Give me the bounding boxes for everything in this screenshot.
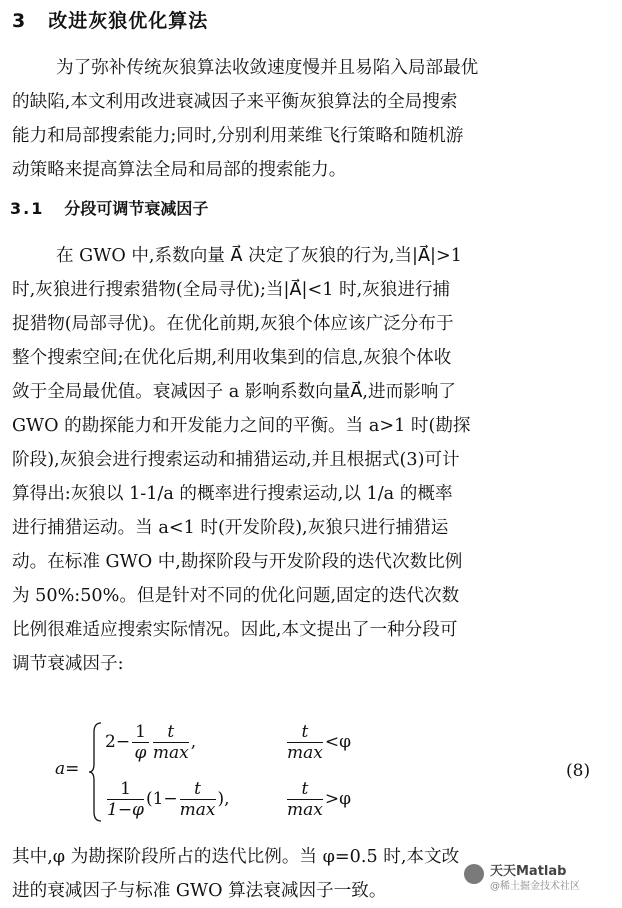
section-heading bbox=[12, 6, 208, 33]
subsection-number: 3.1 bbox=[10, 199, 45, 218]
watermark-title: 天天Matlab bbox=[490, 864, 567, 879]
paragraph-line: 算得出:灰狼以 1-1/a 的概率进行搜索运动,以 1/a 的概率 bbox=[12, 484, 453, 504]
body-paragraph bbox=[12, 239, 610, 681]
fraction: $\frac{1}{\varphi}$ bbox=[132, 722, 149, 763]
section-title: 改进灰狼优化算法 bbox=[48, 10, 209, 32]
fraction: $\frac{t}{\max}$ bbox=[287, 722, 323, 763]
section-number: 3 bbox=[12, 10, 27, 32]
wechat-logo-icon bbox=[464, 864, 484, 884]
paragraph-line: 动策略来提高算法全局和局部的搜索能力。 bbox=[12, 160, 347, 180]
paragraph-line: 阶段),灰狼会进行搜索运动和捕猎运动,并且根据式(3)可计 bbox=[12, 450, 460, 470]
paragraph-line: GWO 的勘探能力和开发能力之间的平衡。当 a>1 时(勘探 bbox=[12, 416, 471, 436]
paragraph-line: 进的衰减因子与标准 GWO 算法衰减因子一致。 bbox=[12, 881, 387, 901]
paragraph-line: 时,灰狼进行搜索猎物(全局寻优);当|A⃗|<1 时,灰狼进行捕 bbox=[12, 280, 451, 300]
case-1-prefix: 2− bbox=[105, 732, 131, 752]
case-1-expression: 2− $\frac{1}{\varphi}$ $\frac{t}{\max}$ , bbox=[105, 722, 197, 763]
case-2-condition: $\frac{t}{\max}$ >φ bbox=[287, 779, 351, 820]
case-2-expression: $\frac{1}{1-\varphi}$ (1− $\frac{t}{\max}$ ), bbox=[107, 779, 230, 820]
paragraph-line: 比例很难适应搜索实际情况。因此,本文提出了一种分段可 bbox=[12, 620, 458, 640]
paragraph-line: 能力和局部搜索能力;同时,分别利用莱维飞行策略和随机游 bbox=[12, 126, 464, 146]
fraction: $\frac{t}{\max}$ bbox=[179, 779, 216, 820]
paragraph-line: 捉猎物(局部寻优)。在优化前期,灰狼个体应该广泛分布于 bbox=[12, 314, 454, 334]
watermark bbox=[464, 860, 614, 894]
paragraph-line: 动。在标准 GWO 中,勘探阶段与开发阶段的迭代次数比例 bbox=[12, 552, 463, 572]
equation-number: (8) bbox=[566, 761, 591, 781]
equation-lhs: a= bbox=[55, 759, 80, 779]
subsection-heading bbox=[10, 196, 208, 219]
paragraph-line: 在 GWO 中,系数向量 A⃗ 决定了灰狼的行为,当|A⃗|>1 bbox=[56, 246, 462, 266]
fraction: $\frac{t}{\max}$ bbox=[152, 722, 189, 763]
paragraph-line: 整个搜索空间;在优化后期,利用收集到的信息,灰狼个体收 bbox=[12, 348, 452, 368]
equation-8 bbox=[0, 716, 622, 831]
paragraph-line: 的缺陷,本文利用改进衰减因子来平衡灰狼算法的全局搜索 bbox=[12, 92, 458, 112]
paragraph-line: 调节衰减因子: bbox=[12, 654, 124, 674]
fraction: $\frac{t}{\max}$ bbox=[287, 779, 323, 820]
left-brace bbox=[88, 722, 102, 822]
intro-paragraph bbox=[12, 51, 610, 187]
subsection-title: 分段可调节衰减因子 bbox=[64, 199, 209, 218]
case-1-condition: $\frac{t}{\max}$ <φ bbox=[287, 722, 351, 763]
paragraph-line: 其中,φ 为勘探阶段所占的迭代比例。当 φ=0.5 时,本文改 bbox=[12, 847, 460, 867]
paragraph-line: 为了弥补传统灰狼算法收敛速度慢并且易陷入局部最优 bbox=[56, 58, 479, 78]
paragraph-line: 为 50%:50%。但是针对不同的优化问题,固定的迭代次数 bbox=[12, 586, 460, 606]
paragraph-line: 进行捕猎运动。当 a<1 时(开发阶段),灰狼只进行捕猎运 bbox=[12, 518, 449, 538]
fraction: $\frac{1}{1-\varphi}$ bbox=[107, 779, 144, 820]
paragraph-line: 敛于全局最优值。衰减因子 a 影响系数向量A⃗,进而影响了 bbox=[12, 382, 456, 402]
watermark-subtitle: @稀土掘金技术社区 bbox=[490, 881, 580, 892]
